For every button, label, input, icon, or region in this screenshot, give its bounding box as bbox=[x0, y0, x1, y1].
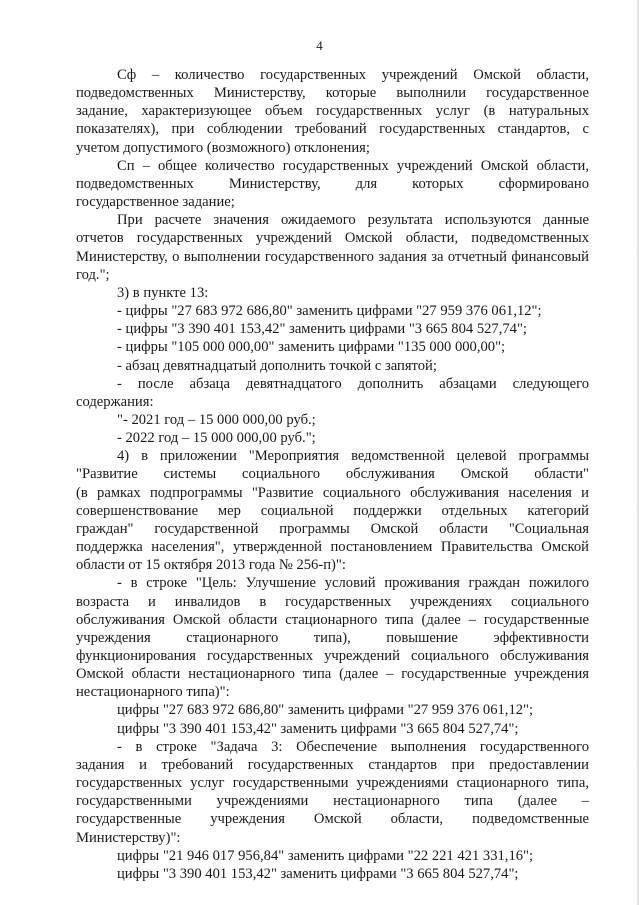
text-line: Министерству)": bbox=[76, 829, 181, 846]
text-line: отчетов государственных учреждений Омской области, подведомственных bbox=[76, 230, 589, 247]
text-line: Министерству, о выполнении государственного задания за отчетный финансовый bbox=[76, 248, 589, 265]
text-line: - цифры "3 390 401 153,42" заменить цифрами "3 665 804 527,74"; bbox=[117, 321, 527, 338]
text-line: цифры "21 946 017 956,84" заменить цифрами "22 221 421 331,16"; bbox=[117, 847, 534, 864]
text-line: - абзац девятнадцатый дополнить точкой с запятой; bbox=[117, 357, 437, 374]
text-line: возраста и инвалидов в государственных учреждениях социального bbox=[76, 593, 589, 610]
page-number: 4 bbox=[316, 38, 323, 53]
text-line: "- 2021 год – 15 000 000,00 руб.; bbox=[117, 411, 316, 428]
text-line: Сф – количество государственных учреждений Омской области, bbox=[117, 67, 589, 83]
text-line: Сп – общее количество государственных учреждений Омской области, bbox=[117, 157, 589, 174]
text-line: задание, характеризующее объем государственных услуг (в натуральных bbox=[76, 103, 589, 120]
text-line: подведомственных Министерству, для которых сформировано bbox=[76, 175, 589, 192]
text-line: учетом допустимого (возможного) отклонения; bbox=[76, 139, 370, 156]
document-body bbox=[76, 66, 589, 883]
text-line: государственными учреждениями нестационарного типа (далее – bbox=[76, 793, 589, 810]
text-line: - после абзаца девятнадцатого дополнить абзацами следующего bbox=[117, 375, 589, 392]
text-line: 4) в приложении "Мероприятия ведомственной целевой программы bbox=[117, 448, 589, 465]
text-line: учреждения стационарного типа), повышение эффективности bbox=[76, 629, 589, 646]
text-line: государственное задание; bbox=[76, 194, 235, 211]
text-line: - цифры "27 683 972 686,80" заменить цифрами "27 959 376 061,12"; bbox=[117, 303, 542, 320]
text-line: государственных услуг государственными учреждениями стационарного типа, bbox=[76, 775, 589, 792]
text-line: Омской области нестационарного типа (далее – государственные учреждения bbox=[76, 666, 589, 683]
text-line: граждан" государственной программы Омской области "Социальная bbox=[76, 520, 589, 537]
text-line: совершенствование мер социальной поддержки отдельных категорий bbox=[76, 502, 589, 519]
text-line: государственные учреждения Омской области, подведомственные bbox=[76, 811, 589, 828]
text-line: нестационарного типа)": bbox=[76, 684, 230, 701]
text-line: цифры "27 683 972 686,80" заменить цифрами "27 959 376 061,12"; bbox=[117, 702, 534, 719]
text-line: функционирования государственных учреждений социального обслуживания bbox=[76, 648, 589, 664]
text-line: - в строке "Задача 3: Обеспечение выполнения государственного bbox=[117, 738, 589, 755]
text-line: показателях), при соблюдении требований государственных стандартов, с bbox=[76, 121, 589, 138]
text-line: поддержка населения", утвержденной постановлением Правительства Омской bbox=[76, 539, 589, 556]
text-line: области от 15 октября 2013 года № 256-п)": bbox=[76, 557, 346, 574]
text-line: подведомственных Министерству, которые выполнили государственное bbox=[76, 85, 589, 102]
text-line: 3) в пункте 13: bbox=[117, 284, 209, 301]
text-line: цифры "3 390 401 153,42" заменить цифрами "3 665 804 527,74"; bbox=[117, 865, 519, 882]
text-line: содержания: bbox=[76, 393, 154, 410]
text-line: задания и требований государственных стандартов при предоставлении bbox=[76, 756, 589, 773]
text-line: - в строке "Цель: Улучшение условий проживания граждан пожилого bbox=[117, 575, 589, 592]
text-line: обслуживания Омской области стационарного типа (далее – государственные bbox=[76, 611, 589, 628]
text-line: - 2022 год – 15 000 000,00 руб."; bbox=[117, 430, 316, 447]
text-line: год."; bbox=[76, 266, 110, 283]
text-line: "Развитие системы социального обслуживания Омской области" bbox=[76, 466, 589, 483]
text-line: - цифры "105 000 000,00" заменить цифрами "135 000 000,00"; bbox=[117, 339, 506, 356]
text-line: (в рамках подпрограммы "Развитие социального обслуживания населения и bbox=[76, 484, 589, 501]
text-line: При расчете значения ожидаемого результата используются данные bbox=[117, 212, 589, 229]
text-line: цифры "3 390 401 153,42" заменить цифрами "3 665 804 527,74"; bbox=[117, 720, 519, 737]
